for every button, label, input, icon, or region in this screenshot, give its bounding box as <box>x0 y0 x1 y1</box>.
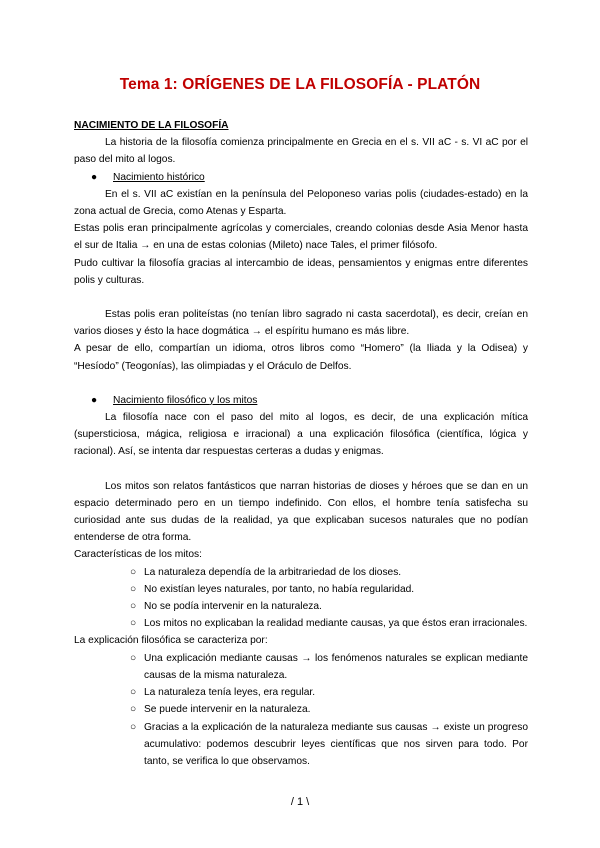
list-item <box>74 615 528 632</box>
subsection-historic <box>74 169 528 186</box>
paragraph: Los mitos son relatos fantásticos que narran historias de dioses y héroes que se dan en un espacio determinado pero en un tiempo indefinido. Con ellos, el hombre tenía satisfecha su curiosidad ante sus dudas de la realidad, ya que explicaban sucesos naturales que no podían entenderse de otra forma. <box>74 480 528 544</box>
circle-bullet-icon: ○ <box>130 618 137 630</box>
paragraph: A pesar de ello, compartían un idioma, otros libros como “Homero” (la Iliada y la Odisea) y “Hesíodo” (Teogonías), las olimpiadas y el Oráculo de Delfos. <box>74 343 528 372</box>
circle-bullet-icon: ○ <box>130 601 137 613</box>
circle-bullet-icon: ○ <box>130 566 137 578</box>
spacer <box>74 375 528 392</box>
bullet-icon: ● <box>91 171 98 183</box>
list-item-text: La naturaleza tenía leyes, era regular. <box>144 687 316 699</box>
myth-characteristics-list <box>74 564 528 633</box>
subsection-heading: Nacimiento filosófico y los mitos <box>113 394 258 406</box>
list-item-text: No se podía intervenir en la naturaleza. <box>144 601 322 613</box>
intro-paragraph: La historia de la filosofía comienza principalmente en Grecia en el s. VII aC - s. VI aC por el paso del mito al logos. <box>74 137 528 166</box>
list-heading: Características de los mitos: <box>74 549 202 561</box>
section-heading: NACIMIENTO DE LA FILOSOFÍA <box>74 120 229 131</box>
philosophic-explanation-list <box>74 650 528 770</box>
paragraph: Estas polis eran politeístas (no tenían libro sagrado ni casta sacerdotal), es decir, creían en varios dioses y ésto la hace dogmática → el espíritu humano es más libre. <box>74 309 528 338</box>
bullet-icon: ● <box>91 394 98 406</box>
list-item <box>74 719 528 771</box>
list-item-text: Gracias a la explicación de la naturaleza mediante sus causas → existe un progreso acumulativo: podemos descubrir leyes científicas que nos sirven para todo. Por tanto, se verifica lo que observamos. <box>144 721 528 767</box>
paragraph: En el s. VII aC existían en la península del Peloponeso varias polis (ciudades-estado) en la zona actual de Grecia, como Atenas y Esparta. <box>74 188 528 218</box>
circle-bullet-icon: ○ <box>130 583 137 595</box>
document-body <box>74 117 528 770</box>
circle-bullet-icon: ○ <box>130 721 137 733</box>
page-number: / 1 \ <box>290 796 310 808</box>
list-item <box>74 701 528 718</box>
list-item-text: Los mitos no explicaban la realidad mediante causas, ya que éstos eran irracionales. <box>144 618 528 630</box>
list-item <box>74 598 528 615</box>
spacer <box>74 461 528 478</box>
list-item-text: Una explicación mediante causas → los fenómenos naturales se explican mediante causas de la misma naturaleza. <box>144 652 528 681</box>
paragraph: Estas polis eran principalmente agrícolas y comerciales, creando colonias desde Asia Menor hasta el sur de Italia → en una de estas colonias (Mileto) nace Tales, el primer filósofo. <box>74 223 528 252</box>
list-item-text: Se puede intervenir en la naturaleza. <box>144 704 311 716</box>
list-item <box>74 650 528 684</box>
list-item-text: La naturaleza dependía de la arbitrariedad de los dioses. <box>144 566 402 578</box>
list-item <box>74 684 528 701</box>
spacer <box>74 289 528 306</box>
document-title: Tema 1: ORÍGENES DE LA FILOSOFÍA - PLATÓN <box>119 76 481 93</box>
subsection-heading: Nacimiento histórico <box>113 171 205 183</box>
circle-bullet-icon: ○ <box>130 687 137 699</box>
circle-bullet-icon: ○ <box>130 652 137 664</box>
circle-bullet-icon: ○ <box>130 704 137 716</box>
paragraph: La filosofía nace con el paso del mito al logos, es decir, de una explicación mítica (supersticiosa, mágica, religiosa e irracional) a una explicación filosófica (científica, lógica y racional). Así, se intenta dar respuestas certeras a dudas y enigmas. <box>74 412 528 458</box>
paragraph: Pudo cultivar la filosofía gracias al intercambio de ideas, pensamientos y enigmas entre diferentes polis y culturas. <box>74 257 528 286</box>
list-item <box>74 564 528 581</box>
list-item-text: No existían leyes naturales, por tanto, no había regularidad. <box>144 583 415 595</box>
subsection-philosophic <box>74 392 528 409</box>
list-item <box>74 581 528 598</box>
list-heading: La explicación filosófica se caracteriza por: <box>74 635 268 647</box>
